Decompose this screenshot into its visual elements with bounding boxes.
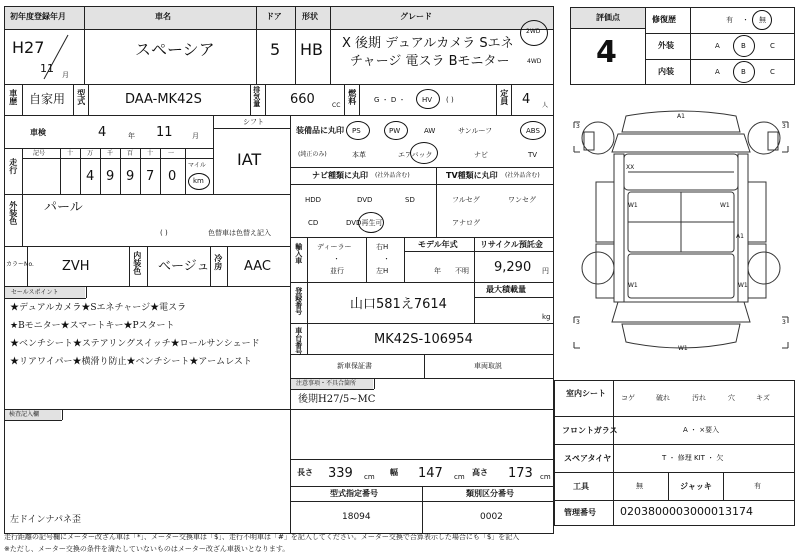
left-hand-label: 左H xyxy=(376,267,389,275)
equip-abs: ABS xyxy=(526,127,540,135)
interior-grade-a: A xyxy=(715,68,720,76)
inspector-text: 左ドインナパネ歪 xyxy=(10,515,82,525)
repair-label: 修復歴 xyxy=(652,15,676,24)
model-year-value: 不明 xyxy=(455,267,469,275)
import-label: 輸入車 xyxy=(294,243,303,264)
equip-aw: AW xyxy=(424,127,436,135)
digit-header-4: 百 xyxy=(127,150,134,157)
shaken-year-unit: 年 xyxy=(128,132,135,140)
seat-burn: コゲ xyxy=(621,394,635,402)
interior-grade-c: C xyxy=(770,68,775,76)
sales-point-line: ★ベンチシート★ステアリングスイッチ★ロールサンシェード xyxy=(10,339,260,349)
import-dot: ・ xyxy=(383,255,390,263)
fuel-label: 燃料 xyxy=(347,89,357,105)
right-hand-label: 右H xyxy=(376,243,389,251)
tools-label: 工具 xyxy=(573,482,589,491)
height-value: 173 xyxy=(508,466,533,481)
width-cm: cm xyxy=(454,473,465,481)
chassis-label: 車台番号 xyxy=(294,327,303,355)
import-dealer: ディーラー xyxy=(317,243,352,251)
fuel-hv: HV xyxy=(422,96,433,104)
digit-header-5: 十 xyxy=(147,150,154,157)
shift-label: シフト xyxy=(243,118,264,126)
recycle-value: 9,290 xyxy=(494,260,532,275)
type-no-label: 型式指定番号 xyxy=(330,489,378,498)
notes-title: 注意事項・不具合箇所 xyxy=(296,380,357,387)
cc-unit: CC xyxy=(332,102,341,109)
capacity-value: 4 xyxy=(522,92,531,107)
corner-number-br: 3 xyxy=(782,319,786,326)
car-diagram xyxy=(566,102,796,374)
spare-tire-value: T ・ 修理 KIT ・ 欠 xyxy=(662,454,724,462)
seat-hole: 穴 xyxy=(728,394,735,402)
grade-line1: X 後期 デュアルカメラ Sエネ xyxy=(342,36,514,51)
usage-value: 自家用 xyxy=(29,92,66,106)
color-paren: ( ) xyxy=(160,229,168,237)
damage-mark-a1-top: A1 xyxy=(677,113,685,120)
class-no-label: 類別区分番号 xyxy=(466,489,514,498)
interior-color-label: 内装色 xyxy=(132,251,142,275)
color-no-label: カラーNo. xyxy=(6,261,34,268)
tv-analog: アナログ xyxy=(452,219,480,227)
height-label: 高さ xyxy=(472,468,488,477)
damage-mark-w1-rear-left: W1 xyxy=(628,282,638,289)
damage-mark-w1-left: W1 xyxy=(628,202,638,209)
digit-header-1: 十 xyxy=(67,150,74,157)
capacity-label: 定員 xyxy=(499,89,509,105)
registration-number: 山口581え7614 xyxy=(350,297,447,312)
tools-value: 無 xyxy=(636,482,643,490)
first-reg-label: 初年度登録年月 xyxy=(10,12,66,21)
tv-oneseg: ワンセグ xyxy=(508,196,536,204)
equip-leather: 本革 xyxy=(352,151,366,159)
color-no: ZVH xyxy=(62,259,90,274)
drive-4wd: 4WD xyxy=(527,58,542,65)
import-dot: ・ xyxy=(333,255,340,263)
drive-2wd: 2WD xyxy=(526,28,541,35)
management-label: 管理番号 xyxy=(564,508,596,517)
shift-value: IAT xyxy=(237,150,262,169)
score-label: 評価点 xyxy=(596,13,620,22)
width-label: 幅 xyxy=(390,468,398,477)
management-number: 0203800003000013174 xyxy=(620,505,753,518)
shape-label: 形状 xyxy=(302,12,318,21)
interior-color: ベージュ xyxy=(158,259,210,274)
shaken-label: 車検 xyxy=(30,128,46,137)
ac-label: 冷房 xyxy=(213,254,223,270)
model-value: DAA-MK42S xyxy=(125,92,202,107)
kg-unit: kg xyxy=(542,313,551,321)
digit-header-3: 千 xyxy=(107,150,114,157)
fuel-options: G ・ D ・ xyxy=(374,96,406,104)
recycle-label: リサイクル預託金 xyxy=(480,240,543,249)
shaken-year: 4 xyxy=(98,125,107,140)
damage-mark-xx: XX xyxy=(626,164,635,171)
damage-mark-w1-rear-right: W1 xyxy=(738,282,748,289)
score-value: 4 xyxy=(596,35,617,70)
type-no: 18094 xyxy=(342,512,371,522)
car-name-label: 車名 xyxy=(155,12,171,21)
interior-seat-label: 室内シート xyxy=(566,389,606,398)
fuel-other: ( ) xyxy=(446,96,454,104)
length-cm: cm xyxy=(364,473,375,481)
navi-dvd-play: DVD再生可 xyxy=(346,219,383,227)
repair-no: 無 xyxy=(759,16,766,24)
door-label: ドア xyxy=(266,12,282,21)
damage-mark-w1-bottom: W1 xyxy=(678,345,688,352)
body-shape: HB xyxy=(300,40,324,59)
navi-dvd: DVD xyxy=(357,196,373,204)
tv-fullseg: フルセグ xyxy=(452,196,480,204)
exterior-color: パール xyxy=(44,200,83,215)
mileage-digit: 9 xyxy=(106,169,115,184)
equipment-label: 装備品に丸印 xyxy=(296,126,344,135)
chassis-number: MK42S-106954 xyxy=(374,332,473,347)
warranty-new-car: 新車保証書 xyxy=(337,362,372,370)
repair-dot: ・ xyxy=(742,16,749,24)
month-unit: 月 xyxy=(62,71,69,79)
km-label: km xyxy=(193,177,204,185)
navi-hdd: HDD xyxy=(305,196,322,204)
class-no: 0002 xyxy=(480,512,503,522)
grade-label: グレード xyxy=(400,12,432,21)
mileage-digit: 4 xyxy=(86,169,95,184)
person-unit: 人 xyxy=(542,102,549,109)
equip-airbag: エアバック xyxy=(398,151,433,159)
equip-navi: ナビ xyxy=(474,151,488,159)
mileage-digit: 9 xyxy=(126,169,135,184)
jack-value: 有 xyxy=(754,482,761,490)
equipment-sub: (純正のみ) xyxy=(298,151,327,158)
footer-note-2: ※ただし、メーター交換の条件を満たしていないものはメーター改ざん車扱いとなります。 xyxy=(4,545,290,553)
grade-line2: チャージ 電スラ Bモニター xyxy=(350,54,510,69)
sales-points-title: セールスポイント xyxy=(11,289,59,296)
damage-mark-a1-side: A1 xyxy=(736,233,744,240)
digit-header-6: 一 xyxy=(168,150,175,157)
mileage-digit: 0 xyxy=(168,169,177,184)
digit-header-2: 万 xyxy=(87,150,94,157)
exterior-grade-c: C xyxy=(770,42,775,50)
corner-number-tr: 3 xyxy=(782,123,786,130)
equip-pw: PW xyxy=(389,127,401,135)
first-reg-year: H27 xyxy=(12,38,45,57)
interior-grade-b: B xyxy=(741,68,746,76)
model-label: 型式 xyxy=(76,89,86,105)
color-change-note: 色替車は色替え記入 xyxy=(208,229,271,237)
equip-sunroof: サンルーフ xyxy=(458,127,493,135)
max-load-label: 最大積載量 xyxy=(486,285,526,294)
import-parallel: 並行 xyxy=(330,267,344,275)
navi-title-sub: (社外品含む) xyxy=(375,172,410,179)
car-name: スペーシア xyxy=(135,40,215,59)
navi-title: ナビ種類に丸印 xyxy=(312,171,368,180)
windshield-label: フロントガラス xyxy=(562,426,618,435)
windshield-value: A ・ ×要入 xyxy=(683,426,720,434)
displacement-value: 660 xyxy=(290,92,315,107)
model-year-label: モデル年式 xyxy=(418,240,458,249)
mileage-label: 走行 xyxy=(8,158,18,174)
model-year-unit: 年 xyxy=(434,267,441,275)
registration-label: 登録番号 xyxy=(294,287,303,315)
interior-grade-label: 内装 xyxy=(658,67,674,76)
equip-tv: TV xyxy=(528,151,538,159)
ac-value: AAC xyxy=(244,259,271,274)
tv-title: TV種類に丸印 xyxy=(446,171,498,180)
footer-note-1: 走行距離の記号欄にメーター改ざん車は「*」、メーター交換車は「$」、走行不明車は「#」を記入してください。メーター交換で合算表示した場合にも「$」を記入 xyxy=(4,533,520,541)
usage-label: 車歴 xyxy=(8,89,18,105)
tv-title-sub: (社外品含む) xyxy=(505,172,540,179)
digit-header-0: 記号 xyxy=(33,150,46,157)
exterior-grade-b: B xyxy=(741,42,746,50)
equip-ps: PS xyxy=(352,127,361,135)
shaken-month-unit: 月 xyxy=(192,132,199,140)
seat-scratch: キズ xyxy=(756,394,770,402)
inspector-title: 検査記入欄 xyxy=(9,411,40,418)
length-value: 339 xyxy=(328,466,353,481)
navi-sd: SD xyxy=(405,196,415,204)
first-reg-month: 11 xyxy=(40,62,54,75)
seat-stain: 汚れ xyxy=(692,394,706,402)
displacement-label: 排気量 xyxy=(252,86,261,107)
corner-number-tl: 3 xyxy=(576,123,580,130)
damage-mark-w1-mid: W1 xyxy=(720,202,730,209)
sales-point-line: ★Bモニター★スマートキー★Pスタート xyxy=(10,321,175,331)
seat-tear: 破れ xyxy=(656,394,670,402)
navi-cd: CD xyxy=(308,219,319,227)
sales-point-line: ★デュアルカメラ★Sエネチャージ★電スラ xyxy=(10,303,187,313)
corner-number-bl: 3 xyxy=(576,319,580,326)
width-value: 147 xyxy=(418,466,443,481)
exterior-grade-a: A xyxy=(715,42,720,50)
shaken-month: 11 xyxy=(156,125,173,140)
repair-yes: 有 xyxy=(726,16,733,24)
sales-point-line: ★リアワイパー★横滑り防止★ベンチシート★アームレスト xyxy=(10,357,252,367)
yen-unit: 円 xyxy=(542,267,549,275)
door-count: 5 xyxy=(270,40,281,59)
length-label: 長さ xyxy=(297,468,313,477)
spare-tire-label: スペアタイヤ xyxy=(564,454,612,463)
exterior-grade-label: 外装 xyxy=(658,41,674,50)
height-cm: cm xyxy=(540,473,551,481)
exterior-color-label: 外装色 xyxy=(8,201,18,225)
mile-label: マイル xyxy=(188,162,206,169)
mileage-digit: 7 xyxy=(146,169,155,184)
warranty-manual: 車両取説 xyxy=(474,362,502,370)
jack-label: ジャッキ xyxy=(680,482,712,491)
notes-text: 後期H27/5~MC xyxy=(298,394,376,405)
